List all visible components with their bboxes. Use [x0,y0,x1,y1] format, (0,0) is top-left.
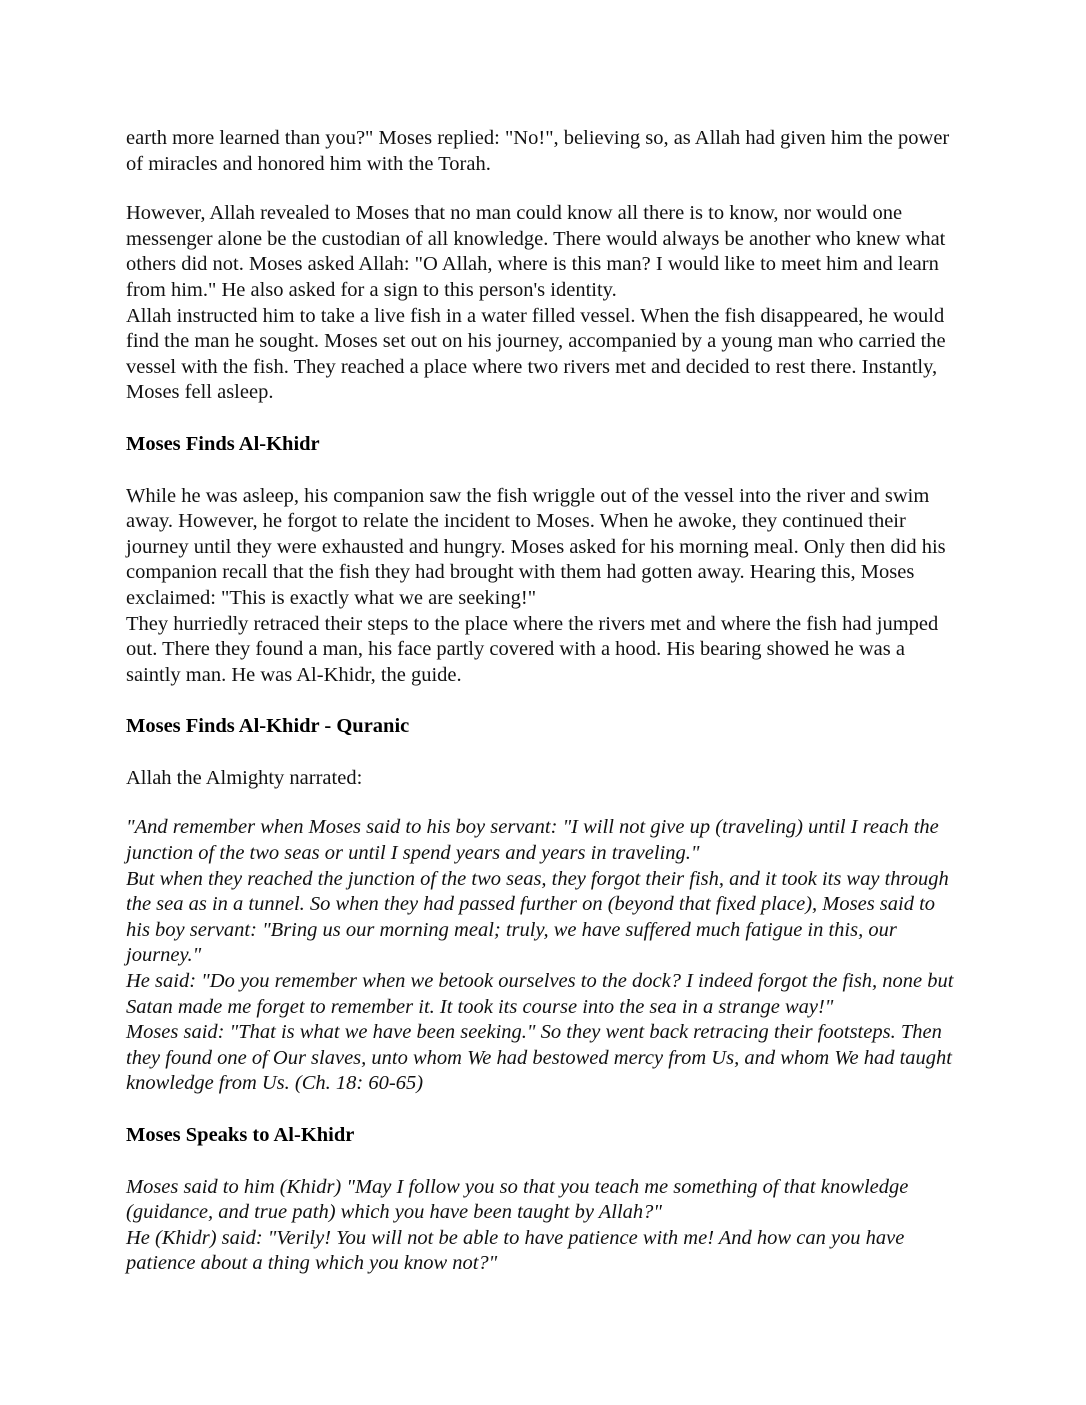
paragraph-narration-intro: Allah the Almighty narrated: [126,766,363,789]
heading-moses-speaks-to-al-khidr: Moses Speaks to Al-Khidr [126,1124,355,1146]
quote-quran-part-four: Moses said: "That is what we have been seeking." So they went back retracing their footsteps. Then they found one of Our slaves, unto whom We had bestowed mercy from Us, and whom We had taught knowledge from Us. (Ch. 18: 60-65) [126,1021,953,1095]
heading-spacer-after-quranic [126,740,962,766]
document-text-column [126,126,962,1277]
paragraph-while-he-was-asleep: While he was asleep, his companion saw the fish wriggle out of the vessel into the river and swim away. However, he forgot to relate the incident to Moses. When he awoke, they continued their journey until they were exhausted and hungry. Moses asked for his morning meal. Only then did his companion recall that the fish they had brought with them had gotten away. Hearing this, Moses exclaimed: "This is exactly what we are seeking!" [126,484,946,609]
heading-spacer-before-quranic [126,688,962,714]
paragraph-opening: earth more learned than you?" Moses replied: "No!", believing so, as Allah had given him the power of miracles and honored him with the Torah. [126,127,950,175]
heading-spacer-before-speaks [126,1097,962,1123]
paragraph-however-allah-revealed: However, Allah revealed to Moses that no man could know all there is to know, nor would one messenger alone be the custodian of all knowledge. There would always be another who knew what others did not. Moses asked Allah: "O Allah, where is this man? I would like to meet him and learn from him." He also asked for a sign to this person's identity. [126,202,946,301]
heading-spacer-after [126,458,962,484]
heading-spacer-before [126,406,962,432]
quote-spacer-before [126,791,962,815]
quote-quran-part-two: But when they reached the junction of the two seas, they forgot their fish, and it took its way through the sea as in a tunnel. So when they had passed further on (beyond that fixed place), Moses said to his boy servant: "Bring us our morning meal; truly, we have suffered much fatigue in this, our journey." [126,867,949,967]
quote-moses-request: Moses said to him (Khidr) "May I follow you so that you teach me something of that knowledge (guidance, and true path) which you have been taught by Allah?" [126,1175,909,1224]
quote-quran-part-three: He said: "Do you remember when we betook ourselves to the dock? I indeed forgot the fish, none but Satan made me forget to remember it. It took its course into the sea in a strange way!" [126,970,954,1018]
heading-moses-finds-al-khidr-quranic: Moses Finds Al-Khidr - Quranic [126,715,410,738]
heading-moses-finds-al-khidr: Moses Finds Al-Khidr [126,432,320,455]
heading-spacer-after-speaks [126,1149,962,1175]
paragraph-retraced-steps: They hurriedly retraced their steps to the place where the rivers met and where the fish had jumped out. There they found a man, his face partly covered with a hood. His bearing showed he was a saintly man. He was Al-Khidr, the guide. [126,612,939,686]
paragraph-allah-instructed: Allah instructed him to take a live fish in a water filled vessel. When the fish disappeared, he would find the man he sought. Moses set out on his journey, accompanied by a young man who carried the vessel with the fish. They reached a place where two rivers met and decided to rest there. Instantly, Moses fell asleep. [126,304,946,404]
quote-khidr-reply: He (Khidr) said: "Verily! You will not be able to have patience with me! And how can you have patience about a thing which you know not?" [126,1226,905,1275]
paragraph-spacer [126,177,962,201]
quote-quran-opening: "And remember when Moses said to his boy servant: "I will not give up (traveling) until I reach the junction of the two seas or until I spend years and years in traveling." [126,816,939,865]
